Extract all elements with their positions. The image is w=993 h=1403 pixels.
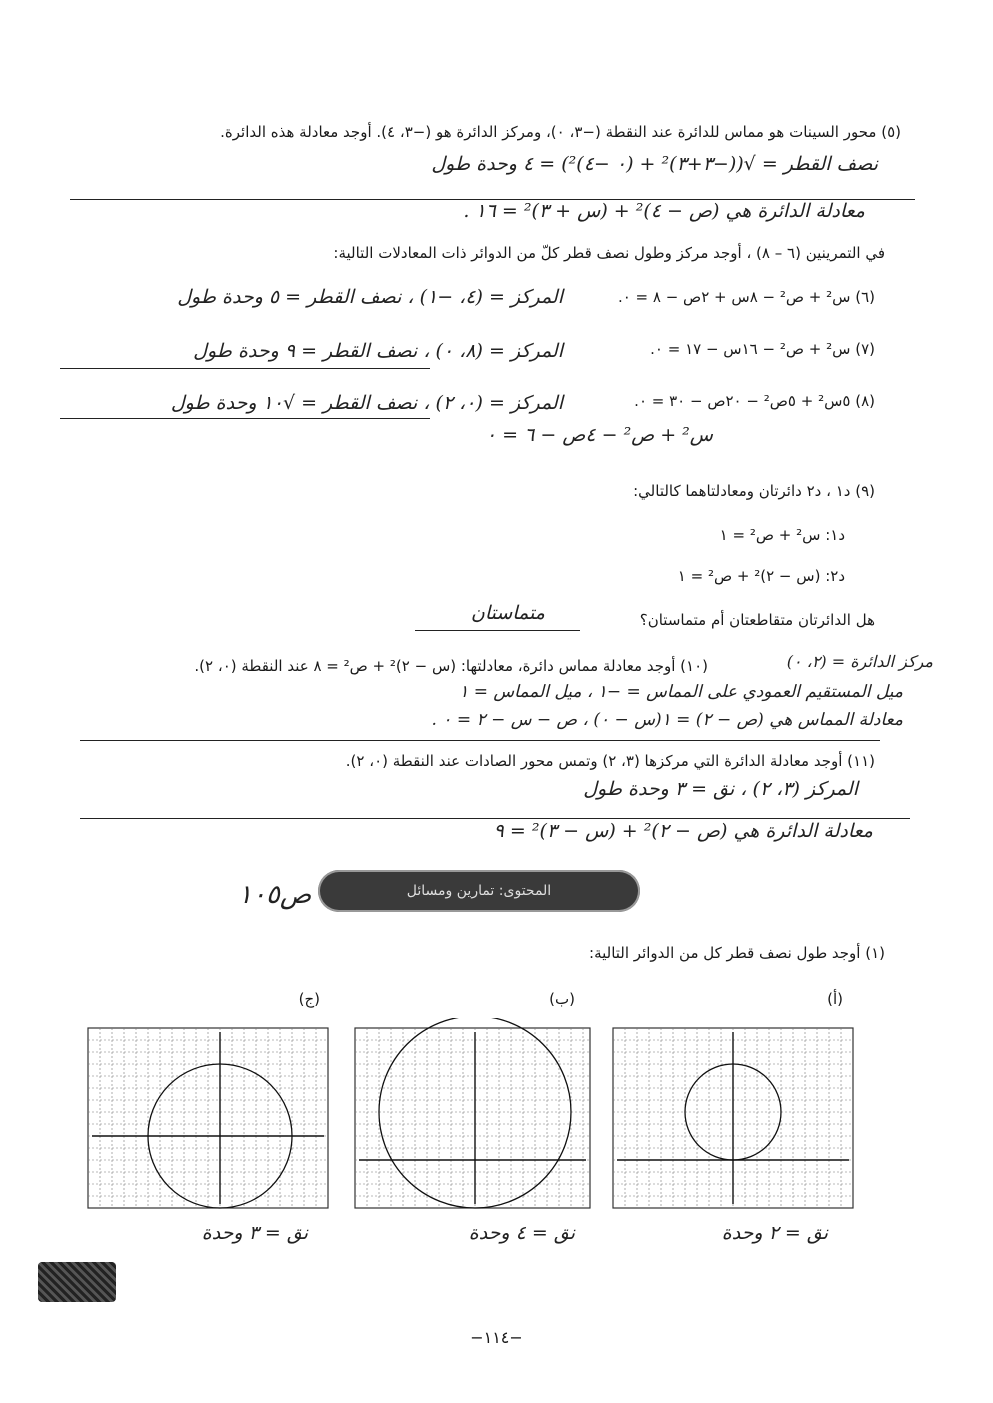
answer-line (60, 368, 430, 369)
graph-b (345, 990, 600, 1244)
graph-c-label: (ج) (298, 990, 320, 1008)
q5-answer-2: معادلة الدائرة هي (ص − ٤)² + (س + ٣)² = ١٦ . (463, 200, 865, 222)
stamp-mark (38, 1262, 116, 1302)
q8-text: (٨) ٥س² + ٥ص² − ٢٠ص − ٣٠ = ٠. (634, 392, 875, 410)
q9-question: هل الدائرتان متقاطعتان أم متماستان؟ (639, 611, 875, 629)
part2-q1: (١) أوجد طول نصف قطر كل من الدوائر التالية: (589, 944, 885, 962)
graph-a (603, 990, 863, 1244)
q11-answer-1: المركز (٣، ٢) ، نق = ٣ وحدة طول (583, 778, 858, 800)
q7-text: (٧) س² + ص² − ١٦س − ١٧ = ٠. (650, 340, 875, 358)
answer-line (60, 418, 430, 419)
graph-a-answer: نق = ٢ وحدة (721, 1222, 828, 1244)
q9-eq2: د٢: (س − ٢)² + ص² = ١ (677, 567, 845, 585)
answer-line (415, 630, 580, 631)
q11-answer-2: معادلة الدائرة هي (ص − ٢)² + (س − ٣)² = ٩ (493, 820, 873, 842)
page-number: −١١٤− (470, 1328, 523, 1347)
answer-line (80, 818, 910, 819)
graph-c (78, 990, 338, 1244)
q6-answer: المركز = (٤، −١) ، نصف القطر = ٥ وحدة طول (177, 286, 563, 308)
grid-frame (355, 1028, 590, 1208)
intro-6-8: في التمرينين (٦ – ٨) ، أوجد مركز وطول نصف قطر كلّ من الدوائر ذات المعادلات التالية: (333, 244, 885, 262)
graph-a-plot (603, 1018, 863, 1218)
q8-work: س² + ص² − ٤ص − ٦ = ٠ (485, 424, 713, 446)
graph-b-label: (ب) (549, 990, 575, 1008)
section-banner (318, 870, 640, 912)
graph-a-label: (أ) (827, 990, 843, 1008)
graph-b-plot (345, 1018, 600, 1218)
q10-answer-1: مركز الدائرة = (٢، ٠) (786, 652, 933, 671)
q10-answer-2: ميل المستقيم العمودي على المماس = −١ ، ميل المماس = ١ (459, 682, 903, 702)
q10-text: (١٠) أوجد معادلة مماس دائرة، معادلتها: (س − ٢)² + ص² = ٨ عند النقطة (٠، ٢). (194, 657, 708, 675)
q9-answer: متماستان (470, 602, 545, 624)
banner-label: المحتوى: تمارين ومسائل (406, 883, 552, 899)
q10-answer-3: معادلة المماس هي (ص − ٢) = ١(س − ٠) ، ص − س − ٢ = ٠ . (431, 710, 903, 730)
graph-c-plot (78, 1018, 338, 1218)
graph-c-answer: نق = ٣ وحدة (201, 1222, 308, 1244)
q7-answer: المركز = (٨، ٠) ، نصف القطر = ٩ وحدة طول (193, 340, 563, 362)
q5-text: (٥) محور السينات هو مماس للدائرة عند النقطة (−٣، ٠)، ومركز الدائرة هو (−٣، ٤). أوجد معادلة هذه الدائرة. (220, 123, 901, 141)
q11-text: (١١) أوجد معادلة الدائرة التي مركزها (٣، ٢) وتمس محور الصادات عند النقطة (٠، ٢). (345, 752, 875, 770)
q5-answer-1: نصف القطر = √((−٣+٣)² + (٠ −٤)²) = ٤ وحدة طول (431, 153, 878, 175)
q6-text: (٦) س² + ص² − ٨س + ٢ص − ٨ = ٠. (617, 288, 875, 306)
page-reference: ص١٠٥ (238, 880, 312, 910)
answer-line (80, 740, 880, 741)
q9-eq1: د١: س² + ص² = ١ (719, 526, 845, 544)
q9-text: (٩) د١ ، د٢ دائرتان ومعادلتاهما كالتالي: (633, 482, 875, 500)
graph-b-answer: نق = ٤ وحدة (468, 1222, 575, 1244)
q8-answer: المركز = (٠، ٢) ، نصف القطر = √١٠ وحدة طول (170, 392, 563, 414)
